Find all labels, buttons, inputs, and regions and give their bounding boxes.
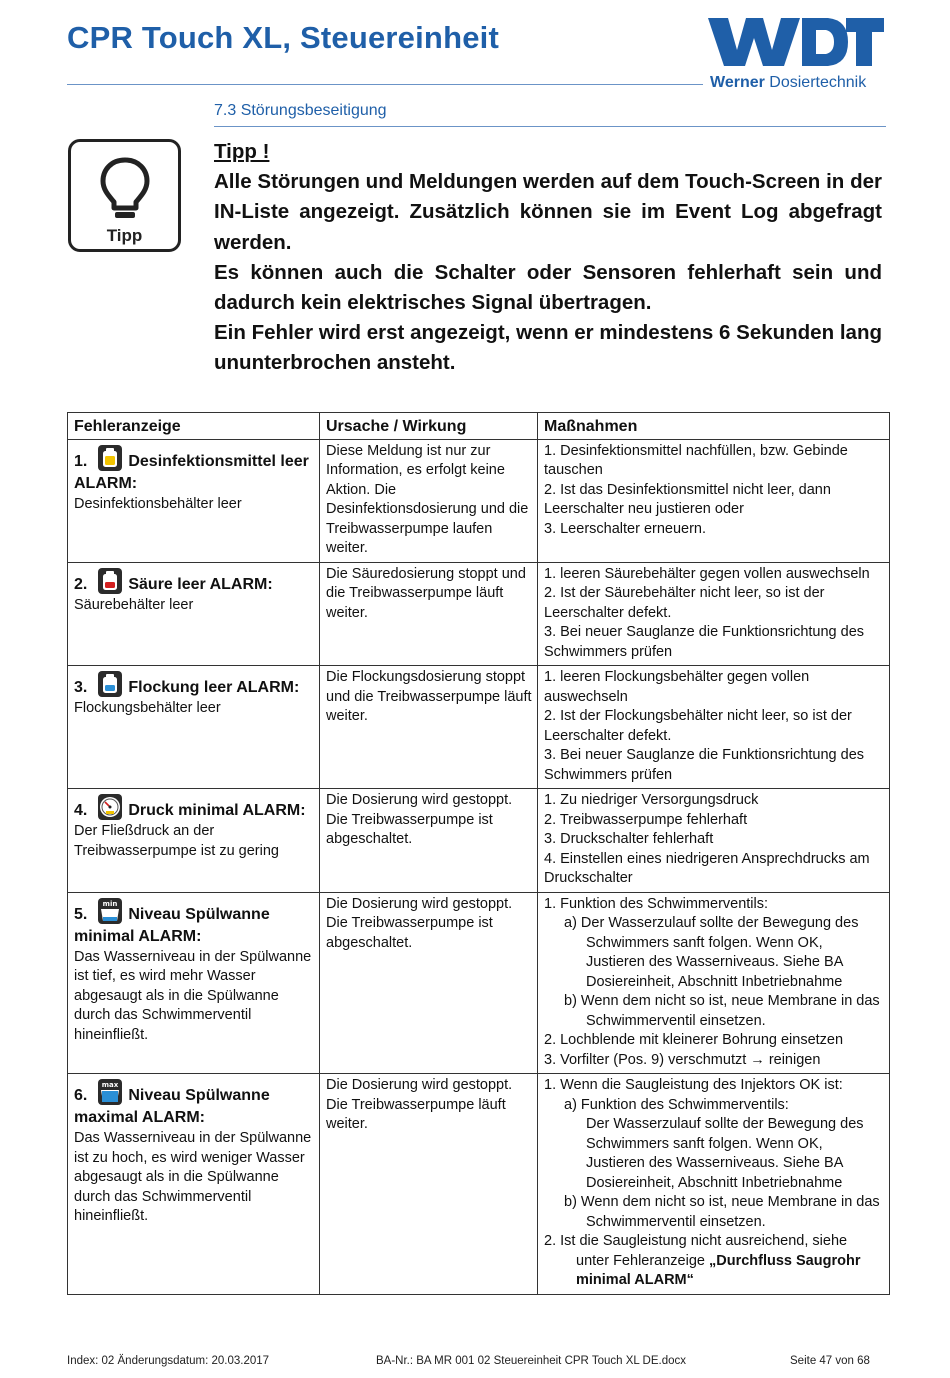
- section-title: 7.3 Störungsbeseitigung: [214, 102, 387, 119]
- measure-item: 3. Vorfilter (Pos. 9) verschmutzt → reinigen: [544, 1051, 821, 1068]
- header-ursache: Ursache / Wirkung: [320, 413, 538, 440]
- measure-item: 2. Treibwasserpumpe fehlerhaft: [544, 811, 748, 828]
- measure-item: 2. Ist das Desinfektionsmittel nicht leer, dann Leerschalter neu justieren oder: [544, 481, 831, 517]
- table-row: [68, 789, 890, 893]
- measure-continuation: unter Fehleranzeige „Durchfluss Saugrohr minimal ALARM“: [576, 1252, 861, 1288]
- fault-title: Niveau Spülwanne minimal ALARM:: [74, 905, 270, 945]
- fault-number: 2.: [74, 575, 88, 593]
- measure-item: 1. leeren Säurebehälter gegen vollen auswechseln: [544, 565, 870, 582]
- fault-description: Der Fließdruck an der Treibwasserpumpe ist zu gering: [74, 823, 279, 859]
- measure-subitem: a) Der Wasserzulauf sollte der Bewegung des Schwimmers sanft folgen. Wenn OK, Justieren des Wasserniveaus. Siehe BA Dosiereinheit, Abschnitt Inbetriebnahme: [564, 915, 859, 990]
- header-fehleranzeige: Fehleranzeige: [68, 413, 320, 440]
- measure-subitem-continuation: Der Wasserzulauf sollte der Bewegung des Schwimmers sanft folgen. Wenn OK, Justieren des Wasserniveaus. Siehe BA Dosiereinheit, Abschnitt Inbetriebnahme: [586, 1116, 864, 1191]
- measure-item: 4. Einstellen eines niedrigeren Ansprechdrucks am Druckschalter: [544, 850, 870, 886]
- wdt-logo: [708, 16, 884, 96]
- svg-text:max: max: [102, 1081, 119, 1089]
- fault-cell: [68, 439, 320, 562]
- fault-description: Flockungsbehälter leer: [74, 700, 221, 716]
- table-header-row: [68, 413, 890, 440]
- yellow-canister-icon: [97, 444, 123, 472]
- footer-document-number: BA-Nr.: BA MR 001 02 Steuereinheit CPR Touch XL DE.docx: [376, 1355, 687, 1367]
- fault-description: Das Wasserniveau in der Spülwanne ist tief, es wird mehr Wasser abgesaugt als in die Spülwanne durch das Schwimmerventil hineinfließt.: [74, 948, 312, 1043]
- measures-cell: [538, 892, 890, 1074]
- cause-cell: Die Säuredosierung stoppt und die Treibwasserpumpe läuft weiter.: [320, 562, 538, 666]
- pressure-gauge-icon: [97, 793, 123, 821]
- lightbulb-icon: [99, 156, 151, 222]
- wdt-logo-icon: [708, 16, 884, 68]
- table-row: [68, 666, 890, 789]
- cause-cell: Die Dosierung wird gestoppt. Die Treibwasserpumpe ist abgeschaltet.: [320, 892, 538, 1074]
- measure-item: 3. Druckschalter fehlerhaft: [544, 831, 714, 847]
- tip-heading: Tipp !: [214, 140, 270, 163]
- tip-paragraph-1: Alle Störungen und Meldungen werden auf dem Touch-Screen in der IN-Liste angezeigt. Zusätzlich können sie im Event Log abgefragt werden.: [214, 170, 882, 254]
- footer-page-number: Seite 47 von 68: [790, 1355, 870, 1367]
- tip-paragraph-3: Ein Fehler wird erst angezeigt, wenn er mindestens 6 Sekunden lang ununterbrochen ansteht.: [214, 321, 882, 375]
- blue-canister-icon: [97, 670, 123, 698]
- measure-item: 1. Wenn die Saugleistung des Injektors OK ist:: [544, 1077, 843, 1093]
- fault-title: Desinfektionsmittel leer ALARM:: [74, 452, 309, 492]
- fault-cell: [68, 562, 320, 666]
- cause-cell: Die Dosierung wird gestoppt. Die Treibwasserpumpe läuft weiter.: [320, 1074, 538, 1295]
- table-row: [68, 892, 890, 1074]
- basin-min-level-icon: [97, 897, 123, 925]
- fault-title: Flockung leer ALARM:: [128, 679, 300, 696]
- fault-number: 6.: [74, 1087, 88, 1104]
- header-divider: [67, 84, 703, 85]
- fault-description: Säurebehälter leer: [74, 596, 194, 613]
- measure-item: 1. Desinfektionsmittel nachfüllen, bzw. Gebinde tauschen: [544, 442, 848, 478]
- section-divider: [214, 126, 886, 127]
- measure-item: 3. Bei neuer Sauglanze die Funktionsrichtung des Schwimmers prüfen: [544, 747, 865, 783]
- fault-cell: [68, 666, 320, 789]
- measures-cell: [538, 789, 890, 893]
- measure-subitem: b) Wenn dem nicht so ist, neue Membrane in das Schwimmerventil einsetzen.: [564, 1194, 880, 1230]
- tip-text: [214, 137, 882, 379]
- fault-description: Desinfektionsbehälter leer: [74, 495, 242, 512]
- fault-number: 5.: [74, 905, 88, 923]
- table-row: [68, 439, 890, 562]
- measures-cell: [538, 562, 890, 666]
- measures-cell: [538, 666, 890, 789]
- tip-box: [68, 139, 181, 252]
- cause-cell: Diese Meldung ist nur zur Information, es erfolgt keine Aktion. Die Desinfektionsdosierung und die Treibwasserpumpe laufen weiter.: [320, 439, 538, 562]
- document-title: CPR Touch XL, Steuereinheit: [67, 20, 499, 55]
- tip-icon-label: Tipp: [106, 226, 143, 245]
- measure-item: 1. Zu niedriger Versorgungsdruck: [544, 792, 759, 808]
- table-row: [68, 1074, 890, 1295]
- tip-paragraph-2: Es können auch die Schalter oder Sensoren fehlerhaft sein und dadurch kein elektrisches Signal übertragen.: [214, 260, 882, 315]
- fault-description: Das Wasserniveau in der Spülwanne ist zu hoch, es wird weniger Wasser abgesaugt als in die Spülwanne durch das Schwimmerventil hineinfließt.: [74, 1130, 312, 1224]
- footer-index-date: Index: 02 Änderungsdatum: 20.03.2017: [67, 1355, 270, 1367]
- measure-item: 2. Ist der Flockungsbehälter nicht leer, so ist der Leerschalter defekt.: [544, 708, 852, 744]
- header-massnahmen: Maßnahmen: [538, 413, 890, 440]
- measure-item: 2. Lochblende mit kleinerer Bohrung einsetzen: [544, 1032, 844, 1048]
- measure-item: 2. Ist der Säurebehälter nicht leer, so ist der Leerschalter defekt.: [544, 585, 825, 621]
- cause-cell: Die Flockungsdosierung stoppt und die Treibwasserpumpe läuft weiter.: [320, 666, 538, 789]
- fault-title: Druck minimal ALARM:: [128, 802, 306, 819]
- measures-cell: [538, 1074, 890, 1295]
- fault-title: Säure leer ALARM:: [128, 575, 273, 593]
- fault-number: 4.: [74, 802, 88, 819]
- measure-subitem: b) Wenn dem nicht so ist, neue Membrane in das Schwimmerventil einsetzen.: [564, 993, 880, 1029]
- fault-cell: [68, 892, 320, 1074]
- measure-item: 2. Ist die Saugleistung nicht ausreichend, siehe: [544, 1233, 848, 1249]
- logo-text: Werner Dosiertechnik: [710, 74, 867, 91]
- fault-title: Niveau Spülwanne maximal ALARM:: [74, 1087, 270, 1126]
- red-canister-icon: [97, 567, 123, 595]
- basin-max-level-icon: [97, 1078, 123, 1106]
- fault-number: 3.: [74, 679, 88, 696]
- fault-number: 1.: [74, 452, 88, 470]
- fault-reference: „Durchfluss Saugrohr minimal ALARM“: [576, 1252, 861, 1288]
- measure-item: 3. Bei neuer Sauglanze die Funktionsrichtung des Schwimmers prüfen: [544, 624, 865, 660]
- measure-item: 3. Leerschalter erneuern.: [544, 520, 707, 537]
- fault-cell: [68, 789, 320, 893]
- table-row: [68, 562, 890, 666]
- measure-item: 1. leeren Flockungsbehälter gegen vollen auswechseln: [544, 669, 810, 705]
- svg-text:min: min: [103, 899, 118, 908]
- measures-cell: [538, 439, 890, 562]
- cause-cell: Die Dosierung wird gestoppt. Die Treibwasserpumpe ist abgeschaltet.: [320, 789, 538, 893]
- error-table: [67, 412, 890, 1295]
- fault-cell: [68, 1074, 320, 1295]
- measure-item: 1. Funktion des Schwimmerventils:: [544, 895, 769, 912]
- measure-subitem: a) Funktion des Schwimmerventils:: [564, 1096, 789, 1113]
